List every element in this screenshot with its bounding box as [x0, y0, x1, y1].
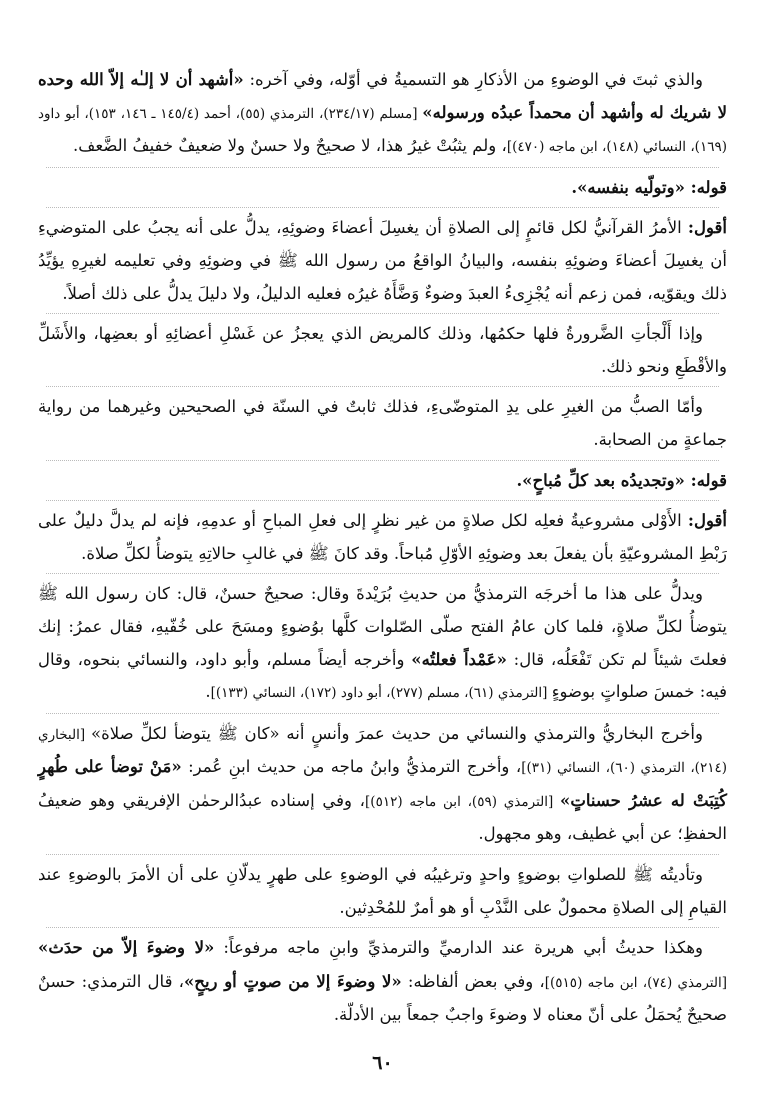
hadith-quote: «لا وضوءَ إلاّ من حدَث»: [38, 938, 215, 958]
paragraph-8: [38, 578, 727, 709]
divider: [46, 313, 719, 315]
divider: [46, 460, 719, 462]
text: ويدلُّ على هذا ما أخرجَه الترمذيُّ من حديثِ بُرَيْدةَ وقال: صحيحٌ حسنٌ، قال: كان رسول الله ﷺ يتوضأُ لكلِّ صلاةٍ، فلما كان عامُ الفتح صلّى الصّلوات كلَّها بوُضوءٍ ومسَحَ على خُفّيهِ، فقال عمرُ: إنك فعلتَ شيئاً لم تكن تَفْعَلُه، قال:: [38, 584, 728, 669]
divider: [46, 713, 719, 715]
text: ، وفي بعض ألفاظه:: [401, 971, 545, 991]
citation: [الترمذي (٥٩)، ابن ماجه (٥١٢)]: [365, 793, 561, 810]
paragraph-3: [38, 212, 727, 310]
hadith-quote: «مَنْ توضأ على طُهرٍ كُتِبَتْ له عشرُ حسناتٍ»: [38, 757, 728, 810]
text: الأَوْلى مشروعيةُ فعلِه لكل صلاةٍ من غير نظرٍ إلى فعلِ المباحِ أو عدمِهِ، فإنه لم يدلَّ دليلٌ على رَبْطِ المشروعيّةِ بأن يفعلَ بعد وضوئِهِ الأوّلِ مُباحاً. وقد كانَ ﷺ في غالبِ حالاتِهِ يتوضأُ لكلِّ صلاة.: [38, 511, 727, 563]
paragraph-5: وأمّا الصبُّ من الغيرِ على يدِ المتوضّىءِ، فذلك ثابتٌ في السنّة في الصحيحين وغيرهما من رواية جماعةٍ من الصحابة.: [38, 397, 727, 449]
text: وهكذا حديثُ أبي هريرة عند الدارميِّ والترمذيِّ وابنِ ماجه مرفوعاً:: [214, 938, 703, 958]
citation: [مسلم (٢٣٤/١٧)، الترمذي (٥٥)، أحمد (١٤٥/٤ ـ ١٤٦، ١٥٣)، أبو داود (١٦٩)، النسائي (١٤٨)، ابن ماجه (٤٧٠)]: [38, 105, 727, 156]
paragraph-6-heading: قوله: «وتجديدُه بعد كلِّ مُباحٍ».: [516, 470, 727, 490]
text: والذي ثبتَ في الوضوءِ من الأذكارِ هو التسميةُ في أوّله، وفي آخره:: [243, 70, 703, 89]
paragraph-4: وإذا أَلْجأتِ الضَّرورةُ فلها حكمُها، وذلك كالمريض الذي يعجزُ عن غَسْلِ أعضائِهِ أو بعضِها، والأَشَلِّ والأقْطَعِ ونحو ذلك.: [38, 324, 727, 376]
text: الأمرُ القرآنيُّ لكل قائمٍ إلى الصلاةِ أن يغسِلَ أعضاءَ وضوئِهِ، يدلُّ على أنه يجبُ على المتوضيءِ أن يغسِلَ أعضاءَ وضوئِهِ بنفسه، والبيانُ الواقعُ من رسول الله ﷺ في وضوئِهِ وفي تعليمه لغيرِهِ يؤيِّدُ ذلك ويقوّيه، فمن زعم أنه يُجْزِىءُ العبدَ وضوءٌ وَضَّأَهُ غيرُه فعليه الدليلُ، ولا دليلَ يدلُّ على ذلك أصلاً.: [38, 218, 727, 303]
paragraph-11: [38, 932, 727, 1032]
lead-word: أقول:: [687, 218, 727, 238]
paragraph-7: [38, 505, 727, 570]
divider: [46, 167, 719, 169]
text: ، قال الترمذي: حسنٌ صحيحٌ يُحمَلُ على أنّ معناه لا وضوءَ واجبٌ جمعاً بين الأدلّة.: [38, 971, 727, 1025]
divider: [46, 927, 719, 929]
text: ، وفي إسناده عبدُالرحمٰن الإفريقي وهو ضعيفُ الحفظِ؛ عن أبي غطيف، وهو مجهول.: [38, 790, 727, 844]
divider: [46, 207, 719, 209]
paragraph-1: [38, 64, 727, 164]
page-number: ٦٠: [372, 1052, 393, 1074]
lead-word: أقول:: [687, 511, 727, 531]
hadith-quote: «أشهد أن لا إلـٰه إلاّ الله وحده لا شريك له وأشهد أن محمداً عبدُه ورسوله»: [38, 70, 727, 122]
divider: [46, 573, 719, 575]
citation: [الترمذي (٧٤)، ابن ماجه (٥١٥)]: [544, 974, 727, 991]
text: ، وأخرج الترمذيُّ وابنُ ماجه من حديث ابنِ عُمر:: [181, 757, 522, 777]
text: وأخرج البخاريُّ والترمذي والنسائي من حديث عمرَ وأنسٍ أنه «كان ﷺ يتوضأ لكلِّ صلاة»: [90, 723, 703, 743]
text: .: [205, 682, 211, 702]
text: ، ولم يثبُتْ غيرُ هذا، لا صحيحٌ ولا حسنٌ ولا ضعيفٌ خفيفُ الضَّعف.: [73, 136, 507, 156]
citation: [الترمذي (٦١)، مسلم (٢٧٧)، أبو داود (١٧٢)، النسائي (١٣٣)]: [210, 685, 552, 702]
text: وأخرجه أيضاً مسلم، وأبو داود، والنسائي بنحوه، وقال فيه: خمسَ صلواتٍ بوضوءٍ: [38, 649, 727, 702]
paragraph-9: [38, 718, 727, 851]
divider: [46, 500, 719, 502]
divider: [46, 386, 719, 388]
paragraph-10: وتأديتُه ﷺ للصلواتِ بوضوءٍ واحدٍ وترغيبُه في الوضوءِ على طهرٍ يدلّانِ على أن الأمرَ بالوضوءِ عند القيامِ إلى الصلاةِ محمولٌ على النَّدْبِ أو هو أمرٌ للمُحْدِثين.: [38, 865, 727, 917]
divider: [46, 854, 719, 856]
paragraph-2-heading: قوله: «وتولّيه بنفسه».: [571, 177, 727, 197]
citation: [البخاري (٢١٤)، الترمذي (٦٠)، النسائي (٣١)]: [38, 726, 727, 777]
hadith-quote: «عَمْداً فعلتُه»: [411, 649, 507, 669]
hadith-quote: «لا وضوءَ إلا من صوتٍ أو ريحٍ»: [183, 971, 402, 991]
